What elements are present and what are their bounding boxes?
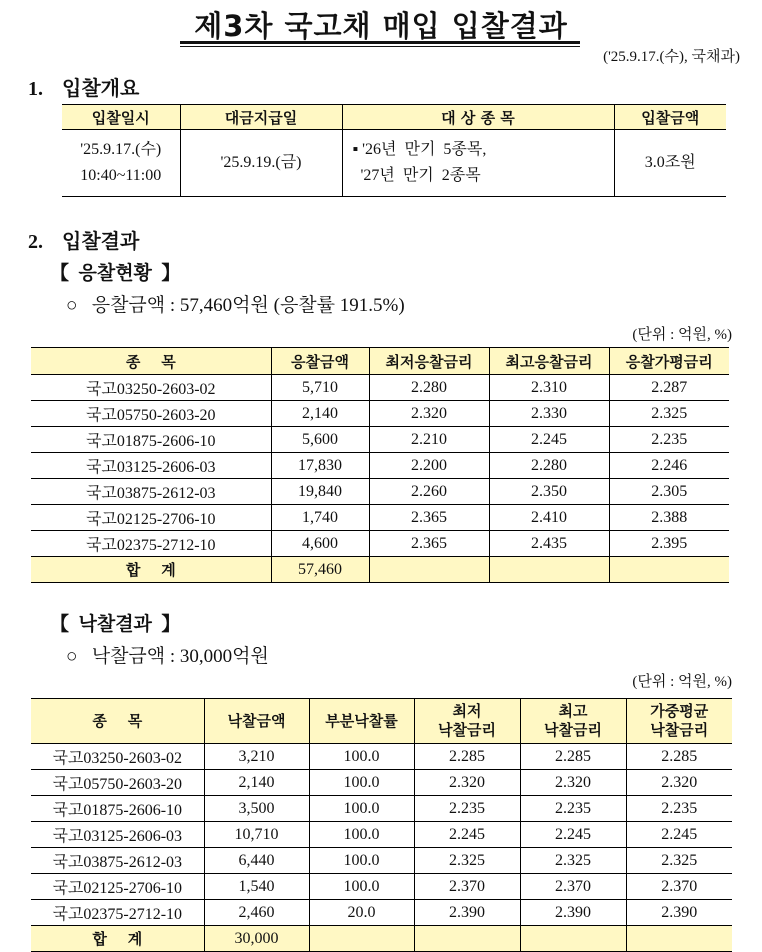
lowest-award-rate: 2.285	[414, 744, 520, 770]
awards-subheading: 【 낙찰결과 】	[50, 614, 181, 635]
section-1-heading	[28, 72, 139, 101]
header-bid-amount: 응찰금액	[271, 348, 369, 375]
bid-amount: 2,140	[271, 401, 369, 427]
avg-rate: 2.325	[609, 401, 729, 427]
total-award-amount: 30,000	[204, 926, 309, 952]
empty-cell	[414, 926, 520, 952]
header-line-2: 낙찰금리	[650, 721, 709, 739]
table-row	[31, 427, 729, 453]
table-row	[31, 770, 732, 796]
partial-award-rate: 100.0	[309, 770, 414, 796]
header-highest-award-rate	[520, 699, 626, 744]
bid-time: 10:40~11:00	[80, 167, 162, 184]
empty-cell	[520, 926, 626, 952]
award-amount: 2,460	[204, 900, 309, 926]
header-partial-rate	[309, 699, 414, 744]
lowest-rate: 2.365	[369, 531, 489, 557]
issue-name: 국고03250-2603-02	[31, 375, 271, 401]
bids-unit-note: (단위 : 억원, %)	[632, 327, 732, 343]
header-line-1: 가중평균	[650, 702, 709, 720]
highest-award-rate: 2.325	[520, 848, 626, 874]
section-number: 1.	[28, 78, 43, 100]
header-line-2: 낙찰금리	[438, 721, 496, 739]
avg-rate: 2.287	[609, 375, 729, 401]
bid-amount: 5,710	[271, 375, 369, 401]
award-amount: 3,500	[204, 796, 309, 822]
section-title: 입찰결과	[62, 231, 140, 253]
header-payment-date: 대금지급일	[180, 105, 342, 130]
weighted-avg-rate: 2.370	[626, 874, 732, 900]
weighted-avg-rate: 2.285	[626, 744, 732, 770]
total-row	[31, 926, 732, 952]
header-highest-rate: 최고응찰금리	[489, 348, 609, 375]
award-amount: 3,210	[204, 744, 309, 770]
header-target-issues: 대 상 종 목	[342, 105, 614, 130]
bid-amount: 17,830	[271, 453, 369, 479]
total-bid-amount: 57,460	[271, 557, 369, 583]
lowest-rate: 2.365	[369, 505, 489, 531]
issue-name: 국고03125-2606-03	[31, 822, 204, 848]
empty-cell	[369, 557, 489, 583]
award-amount: 1,540	[204, 874, 309, 900]
partial-award-rate: 100.0	[309, 874, 414, 900]
header-line-1: 낙찰금액	[227, 711, 286, 730]
weighted-avg-rate: 2.235	[626, 796, 732, 822]
empty-cell	[489, 557, 609, 583]
award-amount: 10,710	[204, 822, 309, 848]
cell-bid-datetime	[62, 130, 180, 197]
header-bid-datetime: 입찰일시	[62, 105, 180, 130]
issue-name: 국고03125-2606-03	[31, 453, 271, 479]
bid-date: '25.9.17.(수)	[80, 141, 162, 158]
partial-award-rate: 100.0	[309, 796, 414, 822]
lowest-award-rate: 2.235	[414, 796, 520, 822]
partial-award-rate: 100.0	[309, 744, 414, 770]
section-2-heading	[28, 225, 139, 254]
table-row	[31, 900, 732, 926]
header-issue: 종 목	[31, 348, 271, 375]
lowest-award-rate: 2.390	[414, 900, 520, 926]
header-line-2: 낙찰금리	[544, 721, 602, 739]
table-row	[31, 848, 732, 874]
award-amount: 2,140	[204, 770, 309, 796]
lowest-award-rate: 2.320	[414, 770, 520, 796]
highest-rate: 2.350	[489, 479, 609, 505]
partial-award-rate: 100.0	[309, 822, 414, 848]
highest-award-rate: 2.285	[520, 744, 626, 770]
table-row	[31, 505, 729, 531]
issue-name: 국고03250-2603-02	[31, 744, 204, 770]
highest-award-rate: 2.245	[520, 822, 626, 848]
lowest-rate: 2.280	[369, 375, 489, 401]
header-avg-rate: 응찰가평금리	[609, 348, 729, 375]
cell-bid-amount: 3.0조원	[614, 130, 726, 197]
highest-rate: 2.410	[489, 505, 609, 531]
issue-name: 국고02375-2712-10	[31, 531, 271, 557]
title-underline-thin	[180, 46, 580, 47]
issue-name: 국고01875-2606-10	[31, 427, 271, 453]
header-lowest-award-rate	[414, 699, 520, 744]
weighted-avg-rate: 2.325	[626, 848, 732, 874]
award-amount: 6,440	[204, 848, 309, 874]
highest-award-rate: 2.390	[520, 900, 626, 926]
table-row	[31, 531, 729, 557]
title-underline	[180, 41, 580, 44]
bids-summary: ○ 응찰금액 : 57,460억원 (응찰률 191.5%)	[66, 295, 405, 316]
header-line-1: 종 목	[92, 711, 143, 730]
header-lowest-rate: 최저응찰금리	[369, 348, 489, 375]
issue-name: 국고01875-2606-10	[31, 796, 204, 822]
table-row	[31, 479, 729, 505]
bids-table	[31, 347, 729, 583]
table-row	[31, 401, 729, 427]
lowest-rate: 2.200	[369, 453, 489, 479]
highest-award-rate: 2.370	[520, 874, 626, 900]
cell-target-issues	[342, 130, 614, 197]
issue-name: 국고02375-2712-10	[31, 900, 204, 926]
total-row	[31, 557, 729, 583]
section-title: 입찰개요	[62, 78, 140, 100]
total-label: 합 계	[31, 557, 271, 583]
table-row	[31, 375, 729, 401]
issue-name: 국고05750-2603-20	[31, 770, 204, 796]
lowest-award-rate: 2.325	[414, 848, 520, 874]
bids-subheading: 【 응찰현황 】	[50, 263, 181, 284]
issue-name: 국고05750-2603-20	[31, 401, 271, 427]
lowest-award-rate: 2.245	[414, 822, 520, 848]
weighted-avg-rate: 2.320	[626, 770, 732, 796]
weighted-avg-rate: 2.245	[626, 822, 732, 848]
header-bid-amount: 입찰금액	[614, 105, 726, 130]
header-line-1: 부분낙찰률	[325, 711, 398, 730]
weighted-avg-rate: 2.390	[626, 900, 732, 926]
issue-name: 국고03875-2612-03	[31, 479, 271, 505]
issue-name: 국고03875-2612-03	[31, 848, 204, 874]
table-row	[31, 453, 729, 479]
avg-rate: 2.388	[609, 505, 729, 531]
lowest-rate: 2.210	[369, 427, 489, 453]
lowest-award-rate: 2.370	[414, 874, 520, 900]
avg-rate: 2.235	[609, 427, 729, 453]
avg-rate: 2.395	[609, 531, 729, 557]
target-line-2: '27년 만기 2종목	[352, 167, 481, 184]
empty-cell	[626, 926, 732, 952]
awards-unit-note: (단위 : 억원, %)	[632, 674, 732, 690]
bid-amount: 5,600	[271, 427, 369, 453]
bid-amount: 1,740	[271, 505, 369, 531]
bid-amount: 4,600	[271, 531, 369, 557]
table-row	[31, 874, 732, 900]
highest-rate: 2.245	[489, 427, 609, 453]
highest-rate: 2.435	[489, 531, 609, 557]
lowest-rate: 2.260	[369, 479, 489, 505]
empty-cell	[309, 926, 414, 952]
header-award-amount	[204, 699, 309, 744]
table-row	[31, 796, 732, 822]
awards-summary: ○ 낙찰금액 : 30,000억원	[66, 646, 269, 667]
document-title: 제3차 국고채 매입 입찰결과	[194, 9, 568, 43]
target-line-1: ▪ '26년 만기 5종목,	[352, 141, 487, 158]
bid-amount: 19,840	[271, 479, 369, 505]
section-number: 2.	[28, 231, 43, 253]
partial-award-rate: 20.0	[309, 900, 414, 926]
avg-rate: 2.305	[609, 479, 729, 505]
highest-award-rate: 2.320	[520, 770, 626, 796]
dateline: ('25.9.17.(수), 국채과)	[603, 49, 740, 65]
table-row	[31, 822, 732, 848]
lowest-rate: 2.320	[369, 401, 489, 427]
overview-table	[62, 104, 726, 197]
table-row	[31, 744, 732, 770]
header-line-1: 최고	[558, 702, 588, 720]
highest-rate: 2.310	[489, 375, 609, 401]
issue-name: 국고02125-2706-10	[31, 505, 271, 531]
highest-rate: 2.330	[489, 401, 609, 427]
issue-name: 국고02125-2706-10	[31, 874, 204, 900]
avg-rate: 2.246	[609, 453, 729, 479]
partial-award-rate: 100.0	[309, 848, 414, 874]
cell-payment-date: '25.9.19.(금)	[180, 130, 342, 197]
highest-award-rate: 2.235	[520, 796, 626, 822]
highest-rate: 2.280	[489, 453, 609, 479]
empty-cell	[609, 557, 729, 583]
header-line-1: 최저	[452, 702, 482, 720]
header-weighted-avg-rate	[626, 699, 732, 744]
header-issue	[31, 699, 204, 744]
awards-table	[31, 698, 732, 952]
total-label: 합 계	[31, 926, 204, 952]
